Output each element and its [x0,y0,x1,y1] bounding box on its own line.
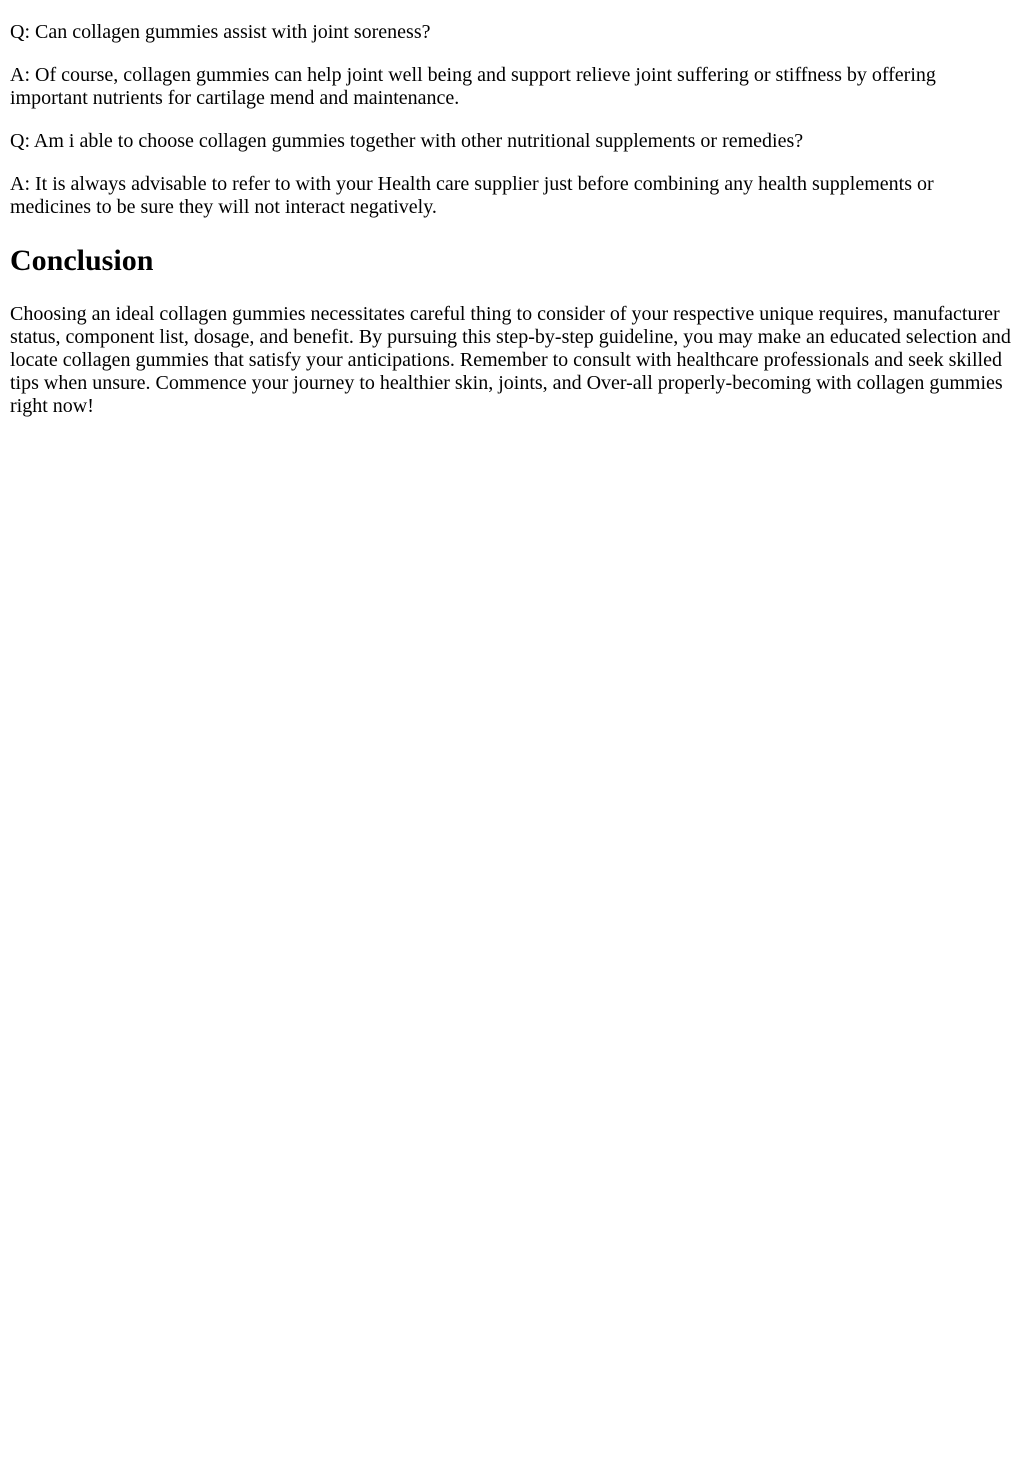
faq-question-joint-soreness: Q: Can collagen gummies assist with joint soreness? [10,21,431,43]
conclusion-heading: Conclusion [10,244,154,277]
faq-question-supplements: Q: Am i able to choose collagen gummies together with other nutritional supplements or remedies? [10,130,804,152]
conclusion-paragraph: Choosing an ideal collagen gummies necessitates careful thing to consider of your respective unique requires, manufacturer status, component list, dosage, and benefit. By pursuing this step-by-step guideline, you may make an educated selection and locate collagen gummies that satisfy your anticipations. Remember to consult with healthcare professionals and seek skilled tips when unsure. Commence your journey to healthier skin, joints, and Over-all properly-becoming with collagen gummies right now! [10,303,1011,417]
faq-answer-supplements: A: It is always advisable to refer to with your Health care supplier just before combining any health supplements or medicines to be sure they will not interact negatively. [10,173,934,218]
faq-answer-joint-soreness: A: Of course, collagen gummies can help joint well being and support relieve joint suffering or stiffness by offering important nutrients for cartilage mend and maintenance. [10,64,936,109]
article-page [10,21,1014,418]
